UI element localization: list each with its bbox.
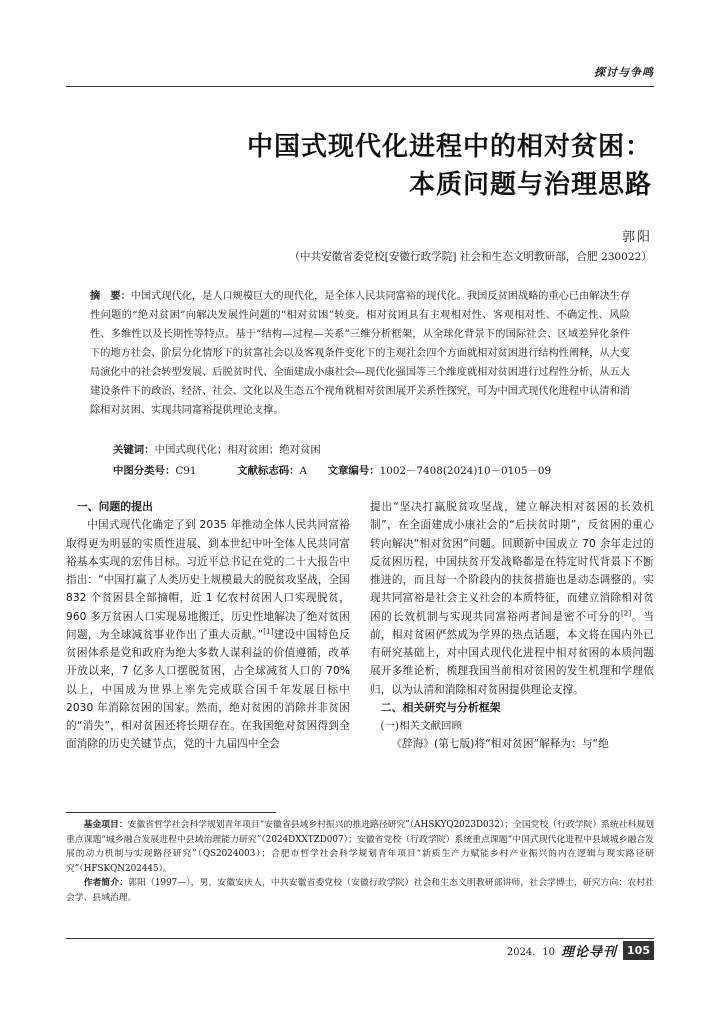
- fund-footnote: [66, 818, 654, 876]
- author-bio-label: 作者简介：: [83, 878, 129, 889]
- body-column-left: [66, 498, 350, 754]
- paragraph-1-text-b: 建设中国特色反贫困体系是党和政府为绝大多数人谋利益的价值遵循，改革开放以来，7 亿多人口摆脱贫困，占全球减贫人口的 70% 以上，中国成为世界上率先完成联合国千年发展目标中 2030 年消除贫困的国家。然而，绝对贫困的消除并非贫困的“消失”，相对贫困还将长期存在。在我国绝对贫困得到全面消除的历史关键节点，党的十九届四中全会: [66, 628, 350, 751]
- section-heading-2: 二、相关研究与分析框架: [380, 700, 501, 714]
- author-affiliation: （中共安徽省委党校[安徽行政学院] 社会和生态文明教研部，合肥 230022）: [289, 251, 652, 263]
- fund-label: 基金项目：: [83, 820, 128, 830]
- subsection-heading-1: (一)相关文献回顾: [380, 720, 463, 732]
- paragraph-2-text-a: 提出“坚决打赢脱贫攻坚战，建立解决相对贫困的长效机制”，在全面建成小康社会的“后扶贫时期”，反贫困的重心转向解决“相对贫困”问题。回顾新中国成立 70 余年走过的反贫困历程，中国扶贫开发战略都是在特定时代背景下不断推进的，而且每一个阶段内的扶贫措施也是动态调整的。实现共同富裕是社会主义社会的本质特征，而建立消除相对贫困的长效机制与实现共同富裕两者间是密不可分的: [370, 501, 654, 623]
- body-paragraph-3: 《辞海》(第七版)将“相对贫困”解释为：与“绝: [391, 738, 609, 751]
- keywords: 中国式现代化；相对贫困；绝对贫困: [154, 444, 321, 456]
- classification-line: [113, 462, 551, 477]
- title-line-1: 中国式现代化进程中的相对贫困：: [246, 132, 652, 162]
- keywords-label: 关键词：: [113, 444, 155, 456]
- page-footer: [507, 941, 654, 960]
- footnotes: [66, 818, 654, 906]
- clc-label: 中图分类号：: [113, 465, 176, 477]
- paragraph-1-text-a: 中国式现代化确定了到 2035 年推动全体人民共同富裕取得更为明显的实质性进展、到本世纪中叶全体人民共同富裕基本实现的宏伟目标。习近平总书记在党的二十大报告中指出：“中国打赢了人类历史上规模最大的脱贫攻坚战，全国 832 个贫困县全部摘帽，近 1 亿农村贫困人口实现脱贫，960 多万贫困人口实现易地搬迁，历史性地解决了绝对贫困问题，为全球减贫事业作出了重大贡献。”: [66, 519, 350, 641]
- abstract-label: 摘 要：: [90, 291, 131, 302]
- journal-name: 理论导刊: [561, 945, 618, 960]
- page-number: 105: [623, 941, 654, 960]
- fund-text: 安徽省哲学社会科学规划青年项目“安徽省县域乡村振兴的推进路径研究”（AHSKYQ2023D032）；全国党校（行政学院）系统社科规划重点课题“城乡融合发展进程中县域治理能力研究”（2024DXXTZD007）；安徽省党校（行政学院）系统重点课题“中国式现代化进程中县域城乡融合发展的动力机制与实现路径研究”（QS2024003）；合肥市哲学社会科学规划青年项目“新质生产力赋能乡村产业振兴的内在逻辑与现实路径研究”（HFSKQN202445）。: [66, 820, 654, 874]
- doc-code: A: [299, 465, 308, 477]
- abstract: [90, 287, 630, 420]
- body-paragraph-1: [66, 516, 350, 753]
- header-rule: [66, 86, 654, 87]
- author-bio-text: 郭阳（1997—），男，安徽安庆人，中共安徽省委党校（安徽行政学院）社会和生态文明教研部讲师，社会学博士，研究方向：农村社会学、县域治理。: [66, 878, 654, 903]
- citation-ref-1: [1]: [263, 627, 274, 636]
- body-paragraph-2: [370, 498, 654, 699]
- article-title: [66, 128, 652, 204]
- issue-date: 2024．10: [506, 947, 556, 958]
- footnote-rule: [66, 812, 276, 813]
- section-tag: 探讨与争鸣: [594, 66, 654, 79]
- body-column-right: [370, 498, 654, 754]
- abstract-text: 中国式现代化，是人口规模巨大的现代化，是全体人民共同富裕的现代化。我国反贫困战略的重心已由解决生存性问题的“绝对贫困”向解决发展性问题的“相对贫困”转变。相对贫困具有主观相对性、客观相对性、不确定性、风险性、多维性以及长期性等特点。基于“结构—过程—关系”三维分析框架，从全球化背景下的国际社会、区域差异化条件下的地方社会、阶层分化情形下的贫富社会以及客观条件变化下的主观社会四个方面就相对贫困进行结构性阐释，从大变局演化中的社会转型发展、后脱贫时代、全面建成小康社会—现代化强国等三个维度就相对贫困进行过程性分析，从五大建设条件下的政治、经济、社会、文化以及生态五个视角就相对贫困展开关系性探究，可为中国式现代化进程中认清和消除相对贫困、实现共同富裕提供理论支撑。: [90, 291, 631, 416]
- article-number: 1002－7408(2024)10－0105－09: [379, 465, 552, 477]
- author-footnote: [66, 876, 654, 905]
- section-heading-1: 一、问题的提出: [76, 500, 154, 513]
- clc-code: C91: [175, 465, 197, 477]
- doc-code-label: 文献标志码：: [237, 465, 300, 477]
- title-line-2: 本质问题与治理思路: [408, 170, 652, 200]
- citation-ref-2: [2]: [620, 608, 632, 617]
- article-number-label: 文章编号：: [327, 465, 380, 477]
- author-name: 郭阳: [621, 230, 652, 245]
- paragraph-2-text-b: 。当前，相对贫困俨然成为学界的热点话题，本文将在国内外已有研究基础上，对中国式现代化进程中相对贫困的本质问题展开多维论析，梳理我国当前相对贫困的发生机理和学理依归，以为认清和消除相对贫困提供理论支撑。: [370, 610, 655, 696]
- keywords-line: [113, 441, 321, 456]
- footer-rule: [66, 938, 654, 939]
